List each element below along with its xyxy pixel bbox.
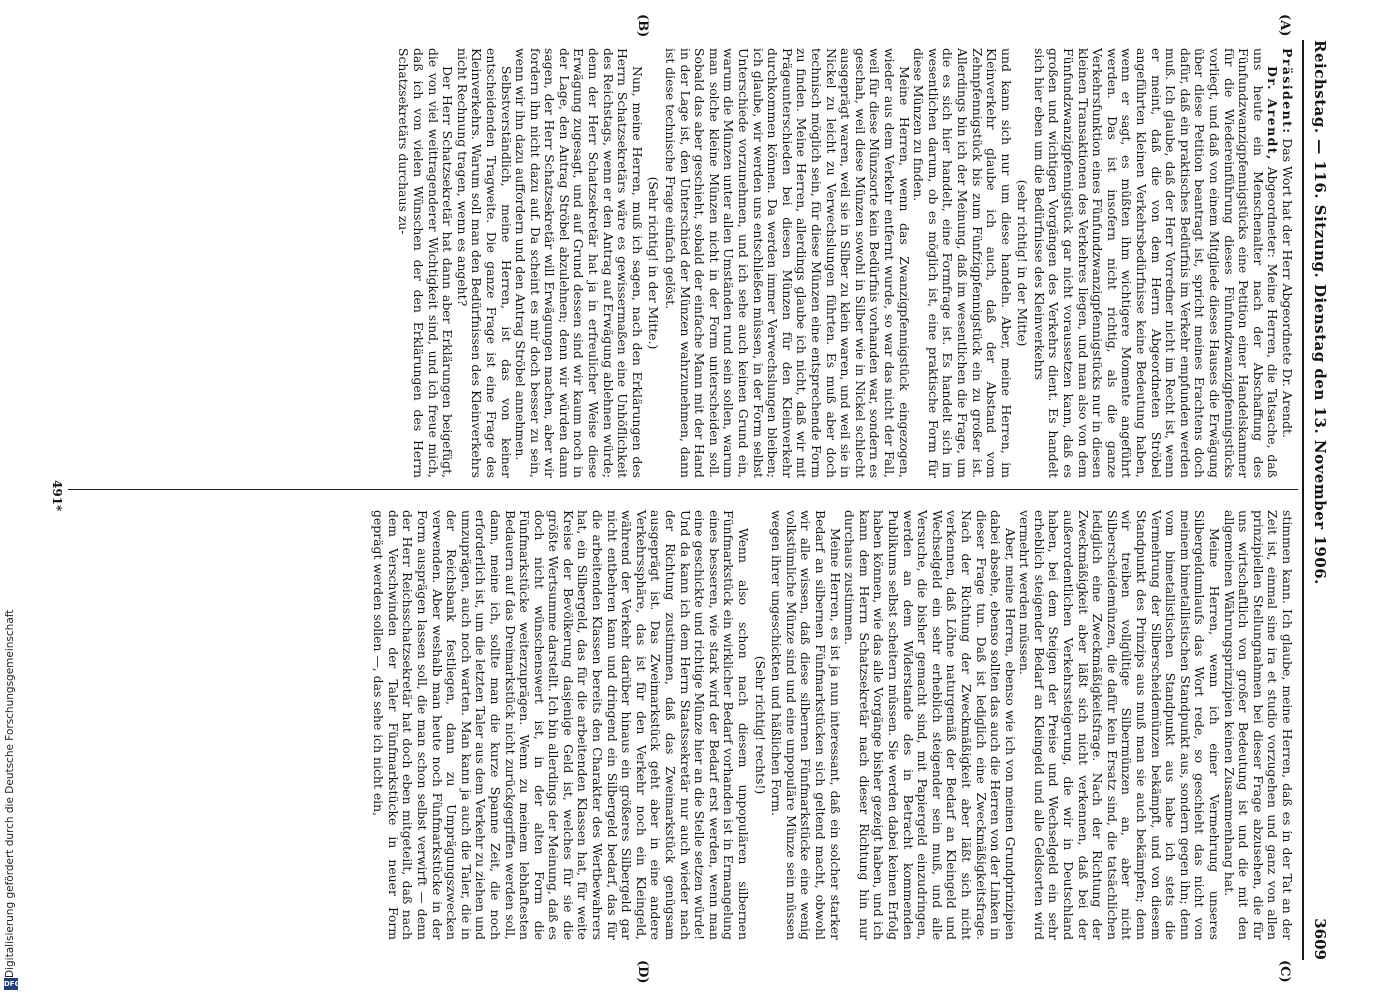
dfg-logo: DFG	[4, 980, 21, 988]
paragraph-text: Das Wort hat der Herr Abgeordnete Dr. Arendt.	[1280, 138, 1295, 438]
header-page-number: 3609	[1311, 918, 1329, 960]
paragraph: Wenn also schon nach diesem unpopulären silbernen Fünfmarkstück ein wirklicher Bedarf vorhanden ist in Ermangelung eines besseren, wie stark wird der Bedarf erst werden, wenn man eine geschickte und richtige Münze hier an die Stelle setzen würde! Und da kann ich dem Herrn Staatssekretär nur auch wieder nach der Richtung zustimmen, daß das Zweimarkstück genügsam ausgeprägt ist. Das Zweimarkstück geht aber in eine andere Verkehrssphäre, das ist für den Verkehr noch ein Kleingeld, während der Verkehr darüber hinaus ein größeres Silbergeld gar nicht entbehren kann und dringend ein Silbergeld bedarf, das für die arbeitenden Klassen bereits den Charakter des Wertbewahrers hat, ein Silbergeld, das für die arbeitenden Klassen hat, für weite Kreise der Bevölkerung dasjenige Geld ist, welches für sie die größte Wertsumme darstellt. Ich bin allerdings der Meinung, daß es doch nicht wünschenswert ist, in der alten Form die Fünfmarkstücke weiterzuprägen. Wenn zu meinem lebhaftesten Bedauern auf das Dreimarkstück nicht zurückgegriffen werden soll, dann, meine ich, sollte man die kurze Spanne Zeit, die noch erforderlich ist, um die letzten Taler aus dem Verkehr zu ziehen und umzuprägen, auch noch warten. Man kann ja auch die Taler, die in der Reichsbank festliegen, dann zu Umprägungszwecken verwenden. Aber weshalb man heute noch Fünfmarkstücke in der Form ausprägen lassen soll, die man schon selbst verwirft — denn der Herr Reichsschatzsekretär hat doch eben mitgeteilt, daß nach dem Verschwinden der Taler Fünfmarkstücke in neuer Form geprägt werden sollen —, das sehe ich nicht ein,	[371, 510, 752, 940]
header-title: Reichstag. — 116. Sitzung. Dienstag den 13. November 1906.	[1311, 40, 1329, 585]
paragraph: Aber, meine Herren, ebenso wie ich von meinen Grundprinzipien dabei absehe, ebenso sollten das auch die Herren von der Linken in dieser Frage tun. Daß ist lediglich eine Zweckmäßigkeitsfrage. Nach der Richtung der Zweckmäßigkeit aber läßt sich nicht verkennen, daß Löhne naturgemäß der Bedarf an Kleingeld und Wechselgeld ein sehr erheblich steigender sein muß, und alle Versuche, die bisher gemacht sind, mit Papiergeld einzudringen, werden an dem Widerstande des in Betracht kommenden Publikums selbst scheitern müssen. Sie werden dabei keinen Erfolg haben können, wie das alle Vorgänge bisher gezeigt haben, und ich kann dem Herrn Schatzsekretär nach dieser Richtung hin nur durchaus zustimmen.	[842, 510, 1018, 940]
margin-letter-d: (D)	[635, 960, 650, 984]
interjection: (Sehr richtig! rechts!)	[752, 655, 768, 795]
paragraph: stimmen kann. Ich glaube, meine Herren, daß es in der Tat an der Zeit ist, einmal sine ira et studio vorzugehen und ganz von allen prinzipiellen Stellungnahmen bei dieser Frage abzusehen, die für uns wirtschaftlich von großer Bedeutung ist und die mit den allgemeinen Währungsprinzipien keinen Zusammenhang hat.	[1221, 510, 1295, 940]
paragraph	[1031, 48, 1279, 478]
paragraph: Nun, meine Herren, muß ich sagen, nach den Erklärungen des Herrn Schatzsekretärs wäre es gewissermaßen eine Unhöflichkeit des Reichstags, wenn er den Antrag auf Erwägung ablehnen würde; denn der Herr Schatzsekretär hat ja in erfreulicher Weise diese Erwägung zugesagt, und auf Grund dessen sind wir kaum noch in der Lage, den Antrag Ströbel abzulehnen; denn wir würden dann sagen, der Herr Schatzsekretär will Erwägungen machen, aber wir fordern ihn nicht dazu auf. Da scheint es mir doch besser zu sein, wenn wir ihn dazu auffordern und den Antrag Ströbel annehmen.	[513, 48, 645, 478]
paragraph: Meine Herren, es ist ja nun interessant, daß ein solcher starker Bedarf an silbernen Fünfmarkstücken sich geltend macht, obwohl wir alle wissen, daß diese silbernen Fünfmarkstücke eine wenig volkstümliche Münze sind und eine unpopuläre Münze sein müssen wegen ihrer ungeschickten und häßlichen Form.	[769, 510, 843, 940]
paragraph: und kann sich nur um diese handeln. Aber, meine Herren, im Kleinverkehr glaube ich auch, daß der Abstand vom Zehnpfennigstück bis zum Fünfzigpfennigstück ein zu großer ist. Allerdings bin ich der Meinung, daß im wesentlichen die Frage, um die es sich hier handelt, eine Formfrage ist. Es handelt sich im wesentlichen darum, ob es möglich ist, eine praktische Form für diese Münzen zu finden.	[911, 48, 1014, 478]
margin-letter-c: (C)	[1277, 960, 1292, 983]
left-column	[396, 48, 1294, 478]
margin-letter-b: (B)	[635, 14, 650, 38]
header-rule	[1302, 40, 1304, 960]
interjection: (Sehr richtig! in der Mitte.)	[646, 176, 662, 350]
dfg-credit-text: Digitalisierung gefördert durch die Deutsche Forschungsgemeinschaft	[4, 609, 16, 978]
interjection: (sehr richtig! in der Mitte)	[1015, 179, 1031, 347]
page-header	[1305, 40, 1335, 960]
paragraph: Selbstverständlich, meine Herren, ist das von keiner entscheidenden Tragweite. Die ganze Frage ist eine Frage des Kleinverkehrs. Warum soll man den Bedürfnissen des Kleinverkehrs nicht Rechnung tragen, wenn es angeht?	[454, 48, 514, 478]
paragraph: Meine Herren, wenn das Zwanzigpfennigstück eingezogen, wieder aus dem Verkehr entfernt wurde, so war das nicht der Fall, weil für diese Münzsorte kein Bedürfnis vorhanden war, sondern es geschah, weil diese Münzen sowohl in Silber wie in Nickel schlecht ausgeprägt waren, weil sie in Silber zu klein waren, und weil sie in Nickel zu leicht zu Verwechslungen führten. Es muß aber doch technisch möglich sein, für diese Münzen eine entsprechende Form zu finden. Meine Herren, allerdings glaube ich nicht, daß wir mit Prägeunterschieden bei diesen Münzen für den Kleinverkehr durchkommen können. Da werden immer Verwechslungen bleiben; ich glaube, wir werden uns entschließen müssen, in der Form selbst Unterschiede vorzunehmen, und ich sehe auch keinen Grund ein, warum die Münzen unter allen Umständen rund sein sollen, warum man solche kleine Münzen nicht in der Form unterscheiden soll. Sobald das aber geschieht, sobald der einfache Mann mit der Hand in der Lage ist, den Unterschied der Münzen wahrzunehmen, dann ist diese technische Frage einfach gelöst.	[663, 48, 912, 478]
right-column	[371, 510, 1294, 940]
paragraph: Der Herr Schatzsekretär hat dann aber Erklärungen beigefügt, die von viel weittragenderer Wichtigkeit sind, und ich freue mich, daß ich von vielen Wünschen der den Erklärungen des Herrn Schatzsekretärs durchaus zu-	[396, 48, 456, 478]
speaker-name: Dr. Arendt,	[1265, 66, 1281, 161]
dfg-credit-strip	[2, 560, 20, 990]
paragraph-text: Abgeordneter: Meine Herren, die Tatsache, daß uns heute ein Menschenalter nach der Abschaffung des Fünfundzwanzigpfennigstücks eine Petition einer Handelskammer für die Wiedereinführung dieses Fünfundzwanzigpfennigstücks vorliegt, und daß von einem Mitgliede dieses Hauses die Erwägung über diese Petition beantragt ist, spricht meines Erachtens doch dafür, daß ein praktisches Bedürfnis im Verkehr empfunden werden muß. Ich glaube, daß der Herr Vorredner nicht im Recht ist, wenn er meint, daß die von dem Herrn Abgeordneten Ströbel angeführten kleinen Verkehrsbedürfnisse keine Bedeutung haben, wenn er sagt, es müßten ihm wichtigere Momente angeführt werden. Das ist insofern nicht richtig, als die ganze Verkehrsfunktion eines Fünfundzwanzigpfennigstücks nur in diesen kleinen Transaktionen des Verkehres liegen, und man also von dem Fünfundzwanzigpfennigstück gar nicht voraussetzen kann, daß es großen und wichtigen Vorgängen des Verkehrs dient. Es handelt sich hier eben um die Bedürfnisse des Kleinverkehrs	[1031, 48, 1281, 478]
sheet-signature-number: 491*	[50, 480, 64, 512]
paragraph	[1279, 48, 1294, 478]
margin-letter-a: (A)	[1277, 14, 1292, 37]
speaker-name: Präsident:	[1280, 48, 1295, 135]
paragraph: Meine Herren, wenn ich einer Vermehrung unseres Silbergeldumlaufs das Wort rede, so geschieht das nicht von meinem bimetallistischen Standpunkt aus, sondern gegen ihn; denn vom bimetallistischen Standpunkt aus habe ich stets die Vermehrung der Silberscheidemünzen bekämpft, und von diesem Standpunkt des Prinzips aus muß man sie auch bekämpfen; denn wir treiben vollgültige Silbermünzen an, aber nicht Silberscheidemünzen, die dafür kein Ersatz sind, die tatsächlichen lediglich eine Zweckmäßigkeitsfrage. Nach der Richtung der Zweckmäßigkeit aber läßt sich nicht verkennen, daß bei der außerordentlichen Verkehrssteigerung, die wir in Deutschland haben, bei dem Steigen der Preise und Wechselgeld ein sehr erheblich steigender Bedarf an Kleingeld und alle Geldsorten wird vermehrt werden müssen.	[1017, 510, 1223, 940]
rotated-newspaper-sheet	[40, 0, 1340, 1000]
column-divider	[68, 489, 1298, 490]
